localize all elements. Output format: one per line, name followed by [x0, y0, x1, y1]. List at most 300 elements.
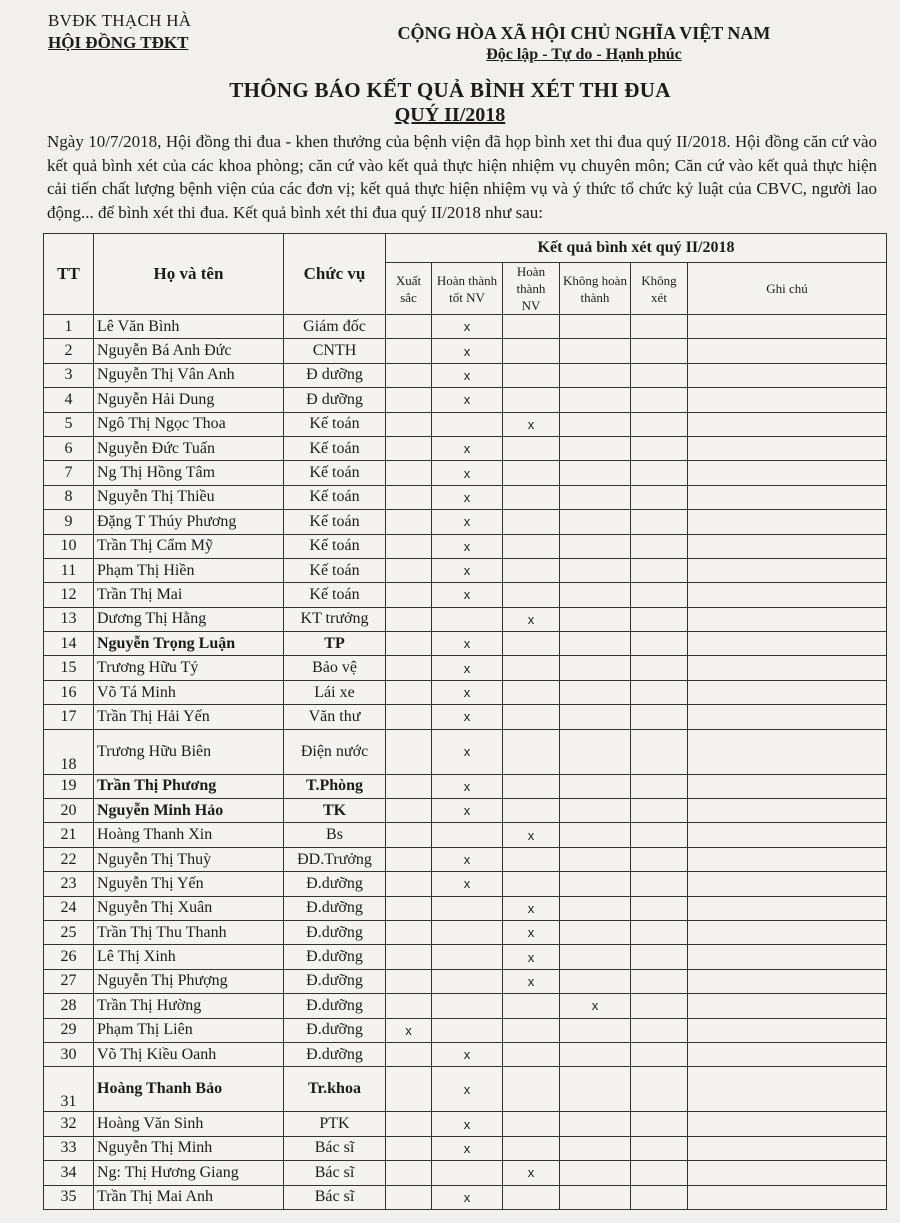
- row-number: 7: [44, 461, 94, 485]
- result-not-rated-cell: [631, 583, 688, 607]
- row-number: 16: [44, 680, 94, 704]
- result-good-cell: [432, 1018, 503, 1042]
- result-done-cell: x: [503, 1161, 560, 1185]
- result-not-done-cell: [560, 896, 631, 920]
- employee-name: Nguyễn Minh Hảo: [94, 799, 284, 823]
- result-excellent-cell: [386, 847, 432, 871]
- employee-position: Kế toán: [284, 412, 386, 436]
- note-cell: [688, 461, 887, 485]
- result-good-cell: x: [432, 534, 503, 558]
- employee-name: Trương Hữu Biên: [94, 729, 284, 774]
- employee-position: Đ.dưỡng: [284, 1042, 386, 1066]
- result-not-done-cell: [560, 1042, 631, 1066]
- note-cell: [688, 656, 887, 680]
- row-number: 11: [44, 558, 94, 582]
- result-excellent-cell: [386, 729, 432, 774]
- note-cell: [688, 1067, 887, 1112]
- employee-position: Kế toán: [284, 461, 386, 485]
- result-excellent-cell: [386, 632, 432, 656]
- result-good-cell: x: [432, 872, 503, 896]
- employee-position: TP: [284, 632, 386, 656]
- row-number: 9: [44, 510, 94, 534]
- row-number: 26: [44, 945, 94, 969]
- result-not-done-cell: [560, 920, 631, 944]
- result-not-rated-cell: [631, 632, 688, 656]
- note-cell: [688, 558, 887, 582]
- employee-position: PTK: [284, 1112, 386, 1136]
- result-not-rated-cell: [631, 1018, 688, 1042]
- result-good-cell: x: [432, 339, 503, 363]
- employee-name: Nguyễn Thị Minh: [94, 1136, 284, 1160]
- result-excellent-cell: [386, 363, 432, 387]
- employee-name: Trần Thị Hải Yến: [94, 705, 284, 729]
- result-done-cell: [503, 632, 560, 656]
- table-row: [44, 729, 887, 774]
- result-not-rated-cell: [631, 1067, 688, 1112]
- note-cell: [688, 799, 887, 823]
- row-number: 18: [44, 729, 94, 774]
- result-not-done-cell: [560, 680, 631, 704]
- result-done-cell: [503, 1018, 560, 1042]
- note-cell: [688, 388, 887, 412]
- result-excellent-cell: [386, 485, 432, 509]
- note-cell: [688, 705, 887, 729]
- result-done-cell: [503, 558, 560, 582]
- table-row: [44, 315, 887, 339]
- result-excellent-cell: [386, 799, 432, 823]
- header-good: Hoàn thành tốt NV: [432, 263, 503, 315]
- header-not-done: Không hoàn thành: [560, 263, 631, 315]
- result-not-rated-cell: [631, 1185, 688, 1209]
- note-cell: [688, 485, 887, 509]
- table-row: [44, 823, 887, 847]
- header-name: Họ và tên: [94, 234, 284, 315]
- result-good-cell: x: [432, 388, 503, 412]
- result-excellent-cell: [386, 436, 432, 460]
- result-not-done-cell: [560, 1018, 631, 1042]
- result-not-done-cell: [560, 632, 631, 656]
- result-excellent-cell: [386, 1185, 432, 1209]
- result-done-cell: [503, 315, 560, 339]
- result-not-rated-cell: [631, 485, 688, 509]
- row-number: 29: [44, 1018, 94, 1042]
- result-good-cell: x: [432, 436, 503, 460]
- result-not-done-cell: [560, 729, 631, 774]
- result-done-cell: [503, 510, 560, 534]
- note-cell: [688, 1042, 887, 1066]
- employee-position: Kế toán: [284, 583, 386, 607]
- result-done-cell: [503, 994, 560, 1018]
- employee-name: Đặng T Thúy Phương: [94, 510, 284, 534]
- result-good-cell: x: [432, 1112, 503, 1136]
- result-good-cell: [432, 969, 503, 993]
- result-not-rated-cell: [631, 607, 688, 631]
- result-not-done-cell: [560, 774, 631, 798]
- result-not-rated-cell: [631, 969, 688, 993]
- result-excellent-cell: [386, 705, 432, 729]
- result-not-done-cell: [560, 412, 631, 436]
- result-not-done-cell: [560, 461, 631, 485]
- results-table: [43, 233, 887, 1210]
- result-good-cell: [432, 920, 503, 944]
- result-excellent-cell: [386, 339, 432, 363]
- table-row: [44, 1136, 887, 1160]
- table-row: [44, 945, 887, 969]
- result-not-done-cell: [560, 339, 631, 363]
- result-not-done-cell: [560, 656, 631, 680]
- employee-position: TK: [284, 799, 386, 823]
- note-cell: [688, 363, 887, 387]
- note-cell: [688, 607, 887, 631]
- result-done-cell: [503, 656, 560, 680]
- employee-name: Dương Thị Hằng: [94, 607, 284, 631]
- result-not-rated-cell: [631, 705, 688, 729]
- result-excellent-cell: [386, 510, 432, 534]
- employee-position: Bác sĩ: [284, 1136, 386, 1160]
- employee-position: Kế toán: [284, 558, 386, 582]
- employee-position: Văn thư: [284, 705, 386, 729]
- table-row: [44, 485, 887, 509]
- table-row: [44, 363, 887, 387]
- employee-name: Nguyễn Thị Vân Anh: [94, 363, 284, 387]
- result-not-rated-cell: [631, 994, 688, 1018]
- note-cell: [688, 1018, 887, 1042]
- table-row: [44, 558, 887, 582]
- row-number: 5: [44, 412, 94, 436]
- result-excellent-cell: [386, 315, 432, 339]
- header-excellent: Xuất sắc: [386, 263, 432, 315]
- note-cell: [688, 896, 887, 920]
- result-excellent-cell: [386, 461, 432, 485]
- employee-name: Võ Tá Minh: [94, 680, 284, 704]
- result-good-cell: [432, 412, 503, 436]
- employee-name: Trần Thị Cẩm Mỹ: [94, 534, 284, 558]
- result-good-cell: [432, 896, 503, 920]
- result-done-cell: [503, 534, 560, 558]
- employee-name: Nguyễn Hải Dung: [94, 388, 284, 412]
- row-number: 27: [44, 969, 94, 993]
- result-good-cell: x: [432, 680, 503, 704]
- note-cell: [688, 872, 887, 896]
- result-not-done-cell: [560, 1136, 631, 1160]
- result-not-rated-cell: [631, 388, 688, 412]
- row-number: 22: [44, 847, 94, 871]
- table-row: [44, 339, 887, 363]
- row-number: 35: [44, 1185, 94, 1209]
- row-number: 2: [44, 339, 94, 363]
- result-not-done-cell: [560, 1161, 631, 1185]
- row-number: 34: [44, 1161, 94, 1185]
- note-cell: [688, 945, 887, 969]
- note-cell: [688, 1136, 887, 1160]
- result-not-done-cell: [560, 510, 631, 534]
- employee-position: Kế toán: [284, 485, 386, 509]
- result-done-cell: [503, 1067, 560, 1112]
- employee-name: Nguyễn Đức Tuấn: [94, 436, 284, 460]
- result-excellent-cell: [386, 388, 432, 412]
- result-excellent-cell: [386, 945, 432, 969]
- employee-name: Hoàng Thanh Xin: [94, 823, 284, 847]
- result-excellent-cell: [386, 680, 432, 704]
- result-done-cell: x: [503, 969, 560, 993]
- result-done-cell: [503, 1042, 560, 1066]
- result-not-rated-cell: [631, 920, 688, 944]
- row-number: 17: [44, 705, 94, 729]
- result-not-done-cell: [560, 607, 631, 631]
- row-number: 19: [44, 774, 94, 798]
- result-done-cell: [503, 847, 560, 871]
- row-number: 4: [44, 388, 94, 412]
- result-excellent-cell: [386, 1112, 432, 1136]
- result-done-cell: [503, 436, 560, 460]
- employee-position: Đ.dưỡng: [284, 920, 386, 944]
- employee-position: Đ dưỡng: [284, 363, 386, 387]
- result-not-rated-cell: [631, 680, 688, 704]
- note-cell: [688, 1112, 887, 1136]
- result-done-cell: [503, 461, 560, 485]
- table-header-row-1: [44, 234, 887, 263]
- employee-name: Ng: Thị Hương Giang: [94, 1161, 284, 1185]
- result-done-cell: x: [503, 412, 560, 436]
- result-not-rated-cell: [631, 510, 688, 534]
- result-excellent-cell: [386, 1042, 432, 1066]
- table-row: [44, 774, 887, 798]
- header-done: Hoàn thành NV: [503, 263, 560, 315]
- result-excellent-cell: [386, 823, 432, 847]
- employee-name: Nguyễn Bá Anh Đức: [94, 339, 284, 363]
- result-not-done-cell: [560, 969, 631, 993]
- employee-name: Nguyễn Trọng Luận: [94, 632, 284, 656]
- employee-name: Trần Thị Mai Anh: [94, 1185, 284, 1209]
- result-not-rated-cell: [631, 774, 688, 798]
- result-not-done-cell: [560, 388, 631, 412]
- result-excellent-cell: [386, 534, 432, 558]
- note-cell: [688, 680, 887, 704]
- employee-name: Trương Hữu Tý: [94, 656, 284, 680]
- table-row: [44, 510, 887, 534]
- table-row: [44, 1042, 887, 1066]
- row-number: 3: [44, 363, 94, 387]
- table-row: [44, 656, 887, 680]
- employee-name: Nguyễn Thị Thuỳ: [94, 847, 284, 871]
- result-excellent-cell: [386, 774, 432, 798]
- table-row: [44, 1112, 887, 1136]
- result-not-done-cell: x: [560, 994, 631, 1018]
- organization-name: BVĐK THẠCH HÀ: [48, 11, 192, 30]
- table-row: [44, 799, 887, 823]
- row-number: 15: [44, 656, 94, 680]
- table-row: [44, 388, 887, 412]
- result-good-cell: x: [432, 461, 503, 485]
- employee-name: Trần Thị Phương: [94, 774, 284, 798]
- employee-name: Nguyễn Thị Phượng: [94, 969, 284, 993]
- result-not-rated-cell: [631, 436, 688, 460]
- result-good-cell: x: [432, 656, 503, 680]
- employee-position: KT trưởng: [284, 607, 386, 631]
- table-row: [44, 461, 887, 485]
- result-done-cell: [503, 774, 560, 798]
- result-done-cell: x: [503, 896, 560, 920]
- note-cell: [688, 315, 887, 339]
- employee-name: Lê Văn Bình: [94, 315, 284, 339]
- result-done-cell: [503, 388, 560, 412]
- table-row: [44, 1018, 887, 1042]
- result-done-cell: [503, 729, 560, 774]
- result-good-cell: x: [432, 510, 503, 534]
- employee-position: T.Phòng: [284, 774, 386, 798]
- result-not-rated-cell: [631, 339, 688, 363]
- result-not-done-cell: [560, 823, 631, 847]
- result-good-cell: [432, 823, 503, 847]
- result-not-rated-cell: [631, 412, 688, 436]
- result-done-cell: [503, 339, 560, 363]
- result-good-cell: x: [432, 799, 503, 823]
- national-motto: Độc lập - Tự do - Hạnh phúc: [486, 46, 682, 63]
- result-done-cell: [503, 680, 560, 704]
- row-number: 21: [44, 823, 94, 847]
- employee-position: ĐD.Trưởng: [284, 847, 386, 871]
- employee-name: Ng Thị Hồng Tâm: [94, 461, 284, 485]
- result-not-done-cell: [560, 485, 631, 509]
- result-not-rated-cell: [631, 1136, 688, 1160]
- result-not-done-cell: [560, 872, 631, 896]
- result-good-cell: x: [432, 1185, 503, 1209]
- result-not-rated-cell: [631, 847, 688, 871]
- row-number: 32: [44, 1112, 94, 1136]
- result-not-done-cell: [560, 558, 631, 582]
- result-not-done-cell: [560, 1185, 631, 1209]
- row-number: 13: [44, 607, 94, 631]
- result-good-cell: x: [432, 1042, 503, 1066]
- result-not-done-cell: [560, 315, 631, 339]
- council-name: HỘI ĐỒNG TĐKT: [48, 33, 189, 52]
- intro-paragraph: Ngày 10/7/2018, Hội đồng thi đua - khen thưởng của bệnh viện đã họp bình xet thi đua quý II/2018. Hội đồng căn cứ vào kết quả bình xét của các khoa phòng; căn cứ vào kết quả thực hiện nhiệm vụ chuyên môn; Căn cứ vào kết quả thực hiện cải tiến chất lượng bệnh viện của các đơn vị; kết quả thực hiện nhiệm vụ và ý thức tổ chức kỷ luật của CBVC, người lao động... để bình xét thi đua. Kết quả bình xét thi đua quý II/2018 như sau:: [47, 132, 877, 222]
- note-cell: [688, 339, 887, 363]
- table-row: [44, 896, 887, 920]
- note-cell: [688, 994, 887, 1018]
- row-number: 12: [44, 583, 94, 607]
- result-good-cell: x: [432, 485, 503, 509]
- header-result-group: Kết quả bình xét quý II/2018: [386, 234, 887, 263]
- note-cell: [688, 436, 887, 460]
- result-not-done-cell: [560, 363, 631, 387]
- employee-position: Bác sĩ: [284, 1185, 386, 1209]
- employee-position: Đ.dưỡng: [284, 1018, 386, 1042]
- table-row: [44, 994, 887, 1018]
- employee-position: Kế toán: [284, 510, 386, 534]
- result-excellent-cell: [386, 994, 432, 1018]
- result-excellent-cell: [386, 1067, 432, 1112]
- employee-name: Võ Thị Kiều Oanh: [94, 1042, 284, 1066]
- result-done-cell: [503, 705, 560, 729]
- table-row: [44, 412, 887, 436]
- result-good-cell: [432, 1161, 503, 1185]
- result-not-rated-cell: [631, 363, 688, 387]
- result-excellent-cell: [386, 607, 432, 631]
- result-done-cell: [503, 799, 560, 823]
- employee-position: Lái xe: [284, 680, 386, 704]
- table-row: [44, 1161, 887, 1185]
- row-number: 33: [44, 1136, 94, 1160]
- result-good-cell: [432, 607, 503, 631]
- result-good-cell: [432, 945, 503, 969]
- employee-name: Hoàng Thanh Bảo: [94, 1067, 284, 1112]
- employee-name: Lê Thị Xinh: [94, 945, 284, 969]
- employee-name: Hoàng Văn Sinh: [94, 1112, 284, 1136]
- note-cell: [688, 847, 887, 871]
- result-not-done-cell: [560, 436, 631, 460]
- result-not-rated-cell: [631, 534, 688, 558]
- note-cell: [688, 774, 887, 798]
- employee-position: CNTH: [284, 339, 386, 363]
- header-right: [388, 22, 780, 66]
- table-body: [44, 315, 887, 1210]
- document-subtitle: QUÝ II/2018: [394, 104, 506, 126]
- result-not-done-cell: [560, 1112, 631, 1136]
- row-number: 6: [44, 436, 94, 460]
- result-not-rated-cell: [631, 558, 688, 582]
- result-not-rated-cell: [631, 1112, 688, 1136]
- result-good-cell: x: [432, 558, 503, 582]
- result-not-rated-cell: [631, 1161, 688, 1185]
- result-excellent-cell: x: [386, 1018, 432, 1042]
- employee-position: Tr.khoa: [284, 1067, 386, 1112]
- note-cell: [688, 969, 887, 993]
- header-tt: TT: [44, 234, 94, 315]
- result-excellent-cell: [386, 558, 432, 582]
- row-number: 25: [44, 920, 94, 944]
- employee-position: Bác sĩ: [284, 1161, 386, 1185]
- employee-position: Kế toán: [284, 534, 386, 558]
- table-row: [44, 607, 887, 631]
- row-number: 1: [44, 315, 94, 339]
- table-row: [44, 1185, 887, 1209]
- table-row: [44, 1067, 887, 1112]
- result-done-cell: [503, 363, 560, 387]
- result-good-cell: x: [432, 1067, 503, 1112]
- result-not-done-cell: [560, 534, 631, 558]
- result-not-done-cell: [560, 799, 631, 823]
- note-cell: [688, 510, 887, 534]
- result-excellent-cell: [386, 583, 432, 607]
- header-not-rated: Không xét: [631, 263, 688, 315]
- result-not-rated-cell: [631, 872, 688, 896]
- header-note: Ghi chú: [688, 263, 887, 315]
- result-not-rated-cell: [631, 896, 688, 920]
- table-row: [44, 705, 887, 729]
- note-cell: [688, 1161, 887, 1185]
- employee-position: Đ.dưỡng: [284, 945, 386, 969]
- note-cell: [688, 534, 887, 558]
- result-good-cell: x: [432, 583, 503, 607]
- result-done-cell: [503, 1112, 560, 1136]
- result-not-rated-cell: [631, 461, 688, 485]
- table-row: [44, 632, 887, 656]
- result-not-done-cell: [560, 847, 631, 871]
- result-good-cell: x: [432, 729, 503, 774]
- note-cell: [688, 412, 887, 436]
- row-number: 24: [44, 896, 94, 920]
- table-row: [44, 872, 887, 896]
- row-number: 31: [44, 1067, 94, 1112]
- result-good-cell: x: [432, 632, 503, 656]
- result-done-cell: [503, 583, 560, 607]
- republic-name: CỘNG HÒA XÃ HỘI CHỦ NGHĨA VIỆT NAM: [397, 23, 771, 43]
- note-cell: [688, 920, 887, 944]
- row-number: 10: [44, 534, 94, 558]
- result-not-rated-cell: [631, 656, 688, 680]
- row-number: 14: [44, 632, 94, 656]
